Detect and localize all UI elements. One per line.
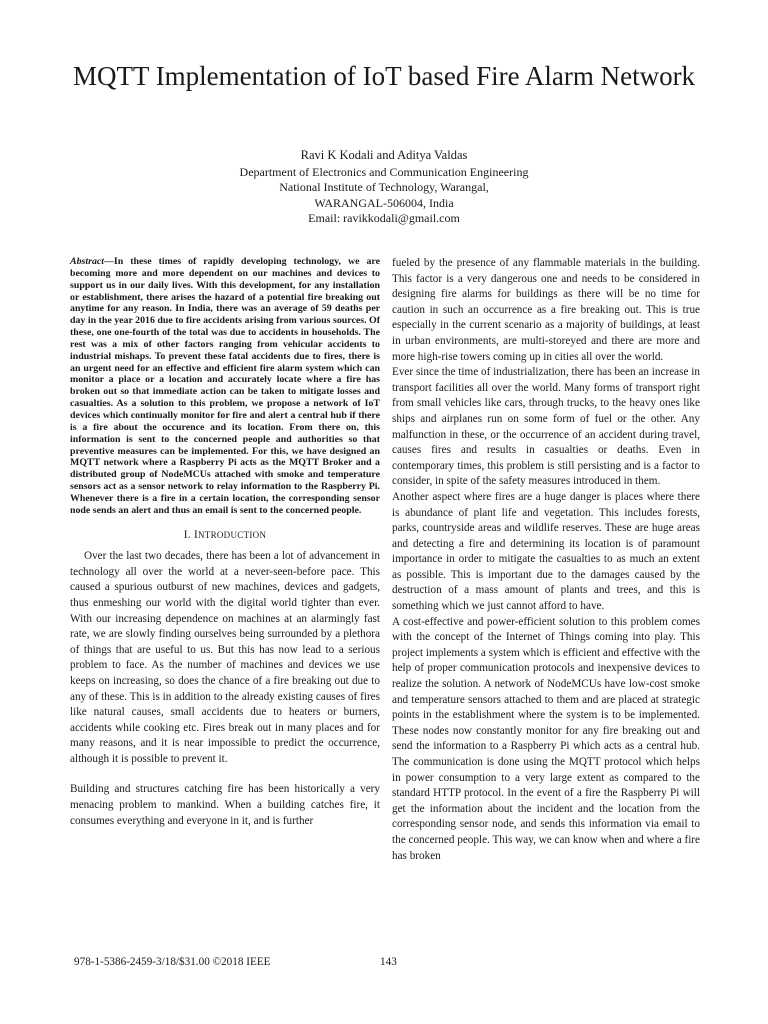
page-number: 143 <box>380 956 397 968</box>
author-email: Email: ravikkodali@gmail.com <box>308 211 460 225</box>
body-paragraph: Another aspect where fires are a huge danger is places where there is abundance of plant life and vegetation. This includes forests, parks, countryside areas and wildlife reserves. These are huge areas and detecting a fire and determining its location is of paramount importance in order to mitigate the casualties to as much an extent as possible. This is important due to the damages caused by the destruction of a mass amount of plants and trees, and this is something which we just cannot afford to have. <box>392 490 700 613</box>
section-title-rest: NTRODUCTION <box>197 529 267 540</box>
footer-isbn: 978-1-5386-2459-3/18/$31.00 ©2018 IEEE <box>74 956 271 968</box>
author-block <box>140 148 628 227</box>
body-paragraph: A cost-effective and power-efficient solution to this problem comes with the concept of the Internet of Things coming into play. This project implements a system which is efficient and effective with the help of proper communication protocols and inexpensive devices to realize the solution. A network of NodeMCUs have low-cost smoke and temperature sensors attached to them and are placed at strategic points in the establishment where the system is to be implemented. These nodes now constantly monitor for any fire breaking out and send the information to a Raspberry Pi which acts as a central hub. The communication is done using the MQTT protocol which helps in power consumption to a very large extent as compared to the standard HTTP protocol. In the event of a fire the Raspberry Pi will get the information about the incident and the location from the corresponding sensor node, and sends this information via email to the concerned people. This way, we can know when and where a fire has broken <box>392 615 700 862</box>
paper-title: MQTT Implementation of IoT based Fire Alarm Network <box>72 61 696 91</box>
abstract-text: In these times of rapidly developing technology, we are becoming more and more dependent on our machines and devices to support us in our daily lives. With this development, for any installation or establishment, there arises the hazard of a potential fire breaking out anytime for any reason. In India, there was an average of 59 deaths per day in the year 2016 due to fire accidents arising from various sources. Of these, one one-fourth of the total was due to accidents in households. The rest was a mix of other factors ranging from vehicular accidents to industrial mishaps. To prevent these fatal accidents due to fires, there is an urgent need for an effective and efficient fire alarm system which can monitor a place or a location and accurately locate where a fire has broken out so that immediate action can be taken to mitigate losses and casualties. As a solution to this problem, we propose a network of IoT devices which continually monitor for fire and alert a central hub if there is a fire about the occurence and its location. From there on, this information is sent to the concerned people and authorities so that preventive measures can be implemented. For this, we have designed an MQTT network where a Raspberry Pi acts as the MQTT Broker and a distributed group of NodeMCUs attached with smoke and temperature sensors act as a sensor network to relay information to the Raspberry Pi. Whenever there is a fire in a certain location, the corresponding sensor node sends an alert and thus an email is sent to the concerned people. <box>70 256 380 516</box>
affiliation-address: WARANGAL-506004, India <box>314 195 454 210</box>
body-paragraph: Over the last two decades, there has been a lot of advancement in technology all over the world at a never-seen-before pace. This caused a spurious outburst of new machines, devices and gadgets, thus enmeshing our world with the digital world tighter than ever. With our increasing dependence on machines at an alarmingly fast rate, we are slowly finding ourselves being surrounded by a plethora of things that are useful to us. But this has now lead to a serious problem to face. As the number of machines and devices we use keeps on increasing, so does the chance of a fire breaking out due to any of these. This is in addition to the already existing causes of fires like natural causes, small accidents due to heaters or burners, accidents while cooking etc. Fires break out in many places and for many reasons, and it is near impossible to predict the occurrence, although it is possible to prevent it. <box>70 550 380 765</box>
right-column <box>392 256 700 864</box>
affiliation-institute: National Institute of Technology, Warangal, <box>279 180 489 194</box>
section-heading-introduction <box>70 528 380 544</box>
abstract-dash: — <box>104 256 114 267</box>
body-paragraph: fueled by the presence of any flammable materials in the building. This factor is a very dangerous one and needs to be considered in designing fire alarms for buildings as there will be no time for caution in such an occurrence as a fire breaking out. This is true especially in the current scenario as a majority of buildings, at least in urban environments, are multi-storeyed and there are more and more high-rise towers coming up in cities all over the world. <box>392 257 700 363</box>
abstract-label: Abstract <box>70 256 105 267</box>
body-paragraph: Ever since the time of industrialization, there has been an increase in transport facilities all over the world. Many forms of transport right from small vehicles like cars, through trucks, to the heavy ones like ships and airplanes run on some form of fuel or the other. Any malfunction in these, or the occurrence of an accident during travel, causes fires and results in casualties or deaths. Even in contemporary times, this problem is still persisting and is a factor to consider, in spite of the safety measures introduced in them. <box>392 366 700 488</box>
section-number: I. <box>183 528 194 541</box>
section-title-initial: I <box>193 528 198 541</box>
body-paragraph: Building and structures catching fire has been historically a very menacing problem to mankind. When a building catches fire, it consumes everything and everyone in it, and is further <box>70 783 380 827</box>
author-names: Ravi K Kodali and Aditya Valdas <box>300 148 468 162</box>
abstract <box>70 256 380 517</box>
affiliation-department: Department of Electronics and Communication Engineering <box>239 164 529 179</box>
left-column <box>70 256 380 829</box>
